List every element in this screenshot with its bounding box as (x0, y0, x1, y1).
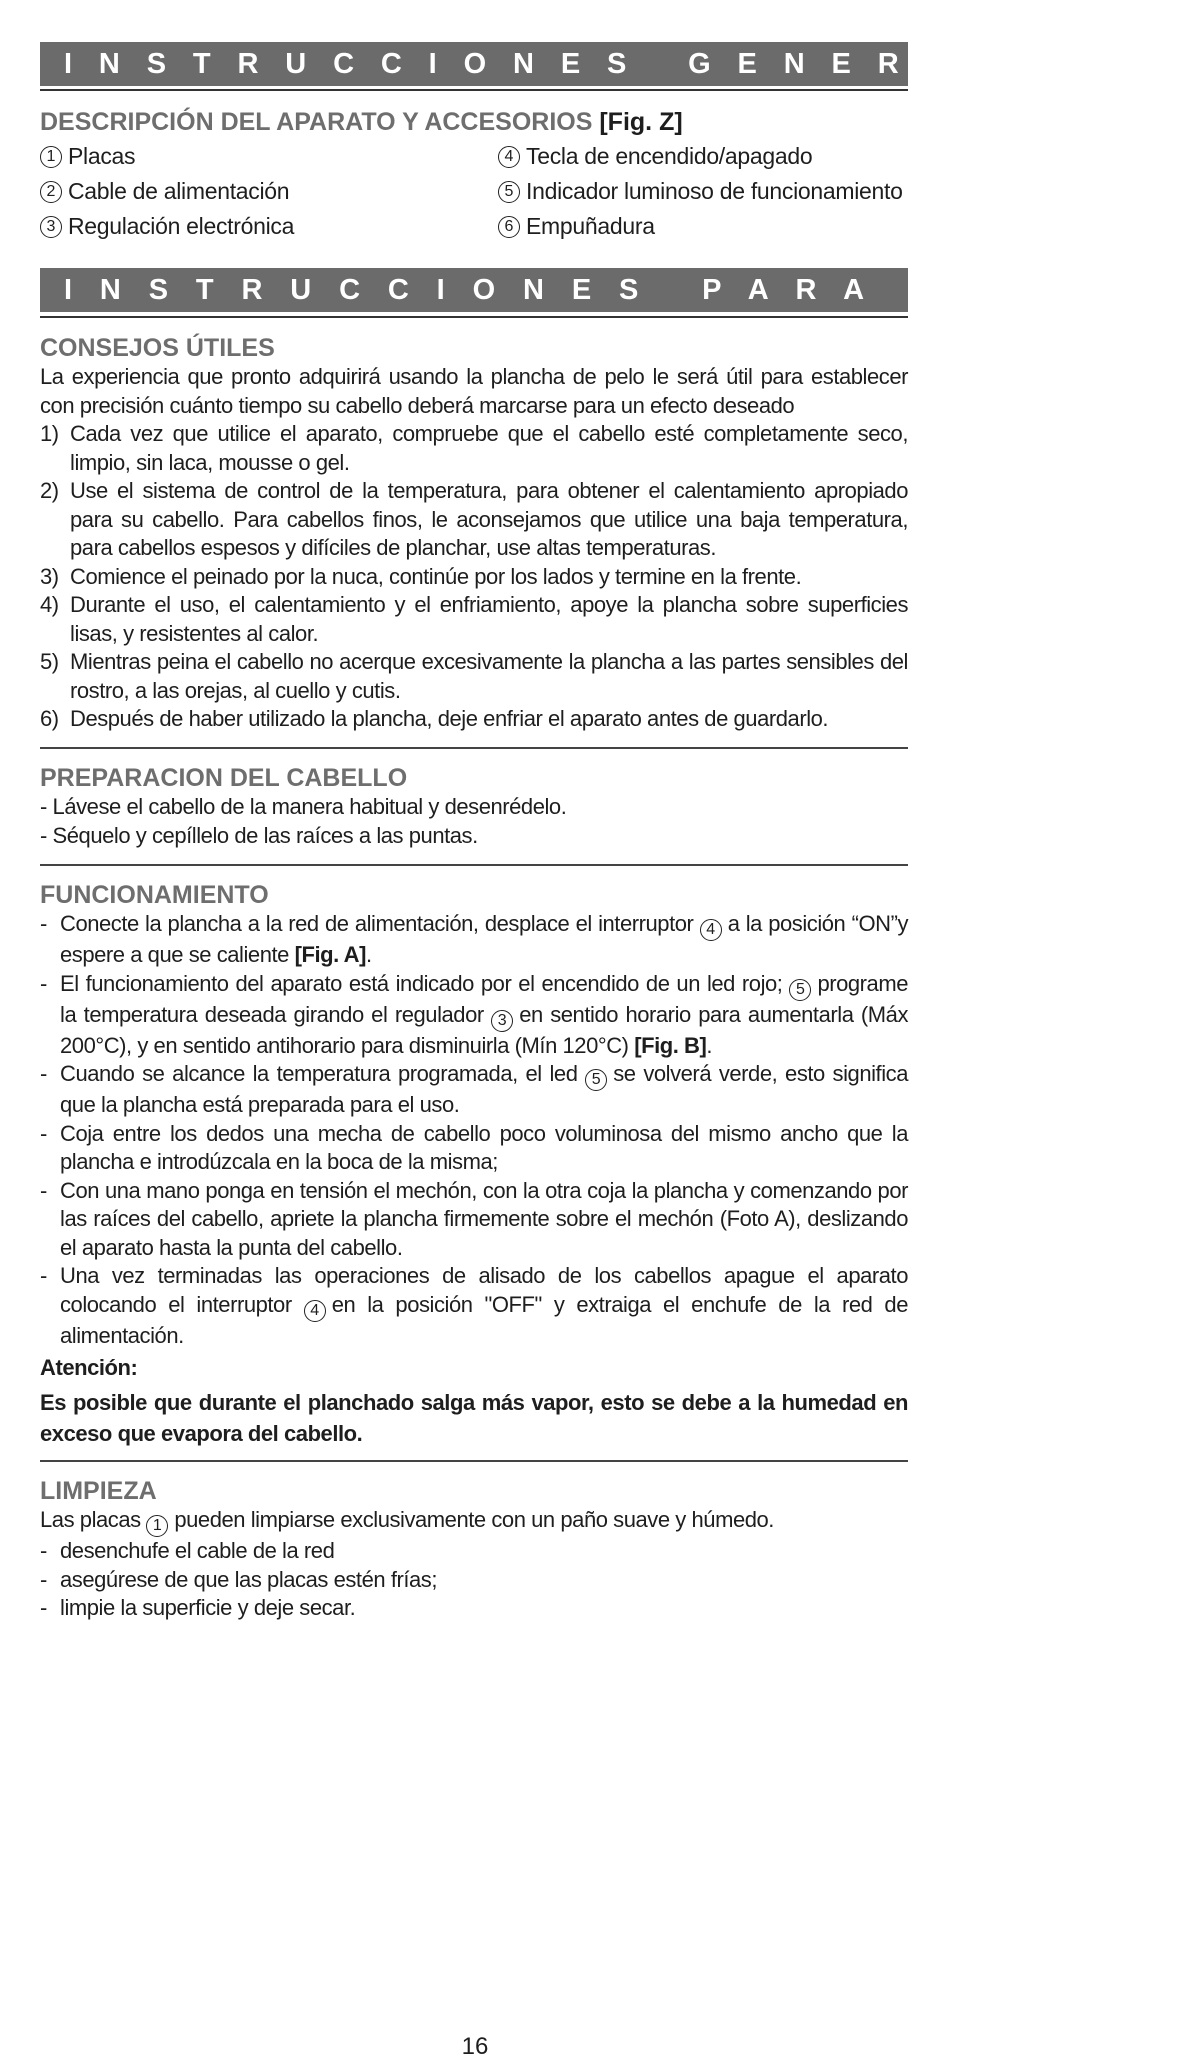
number-circle-icon: 4 (700, 919, 722, 941)
cleaning-list (40, 1537, 908, 1623)
number-circle-icon: 2 (40, 181, 62, 203)
warning-text: Es posible que durante el planchado salga más vapor, esto se debe a la humedad en exceso que evapora del cabello. (40, 1390, 908, 1446)
list-item (40, 1594, 908, 1623)
divider (40, 864, 908, 866)
divider (40, 89, 908, 91)
list-item (40, 1566, 908, 1595)
list-dash: - (40, 1177, 47, 1203)
list-text: Después de haber utilizado la plancha, deje enfriar el aparato antes de guardarlo. (70, 706, 829, 731)
preparation-title: PREPARACION DEL CABELLO (40, 764, 408, 792)
list-item (40, 970, 908, 1061)
operation-list (40, 910, 908, 1350)
warning-title: Atención: (40, 1355, 138, 1380)
list-item (40, 591, 908, 648)
warning-section (40, 1353, 908, 1449)
list-text: Mientras peina el cabello no acerque excesivamente la plancha a las partes sensibles del rostro, a las orejas, al cuello y cutis. (70, 649, 908, 703)
list-item (40, 910, 908, 970)
accessory-item (498, 211, 908, 242)
list-dash: - (40, 1595, 47, 1620)
list-dash: - (40, 970, 47, 996)
fig-ref: [Fig. A] (294, 942, 366, 967)
list-dash: - (40, 911, 47, 936)
number-circle-icon: 5 (498, 181, 520, 203)
operation-title: FUNCIONAMIENTO (40, 881, 269, 909)
accessory-label: Empuñadura (526, 213, 655, 239)
number-circle-icon: 3 (491, 1010, 513, 1032)
list-text: Conecte la plancha a la red de alimentación, desplace el interruptor 4 a la posición “ON”y espere a que se caliente [Fig. A]. (60, 911, 909, 967)
accessory-item (40, 211, 498, 242)
list-number: 6) (40, 706, 59, 731)
list-text: Cuando se alcance la temperatura programada, el led 5 se volverá verde, esto significa que la plancha está preparada para el uso. (60, 1061, 908, 1117)
tips-intro: La experiencia que pronto adquirirá usando la plancha de pelo le será útil para establecer con precisión cuánto tiempo su cabello deberá marcarse para un efecto deseado (40, 364, 908, 418)
accessory-list (40, 141, 908, 242)
list-item (40, 1262, 908, 1350)
cleaning-intro: Las placas 1 pueden limpiarse exclusivamente con un paño suave y húmedo. (40, 1506, 908, 1537)
accessory-item (498, 176, 908, 207)
accessory-label: Placas (68, 143, 136, 169)
list-number: 4) (40, 592, 59, 617)
list-number: 2) (40, 478, 59, 503)
list-dash: - (40, 1566, 47, 1592)
description-section (40, 107, 908, 242)
page-number: 16 (461, 2033, 489, 2060)
list-text: asegúrese de que las placas estén frías; (60, 1566, 438, 1592)
list-item (40, 705, 908, 734)
accessory-label: Regulación electrónica (68, 213, 295, 239)
list-dash: - (40, 1538, 47, 1563)
accessory-item (40, 176, 498, 207)
list-number: 1) (40, 421, 59, 446)
list-text: Con una mano ponga en tensión el mechón, con la otra coja la plancha y comenzando por las raíces del cabello, apriete la plancha firmemente sobre el mechón (Foto A), deslizando el aparato hasta la punta del cabello. (60, 1177, 908, 1260)
list-text: Use el sistema de control de la temperatura, para obtener el calentamiento apropiado para su cabello. Para cabellos finos, le aconsejamos que utilice una baja temperatura, para cabellos espesos y difíciles de planchar, use altas temperaturas. (70, 478, 908, 560)
number-circle-icon: 3 (40, 216, 62, 238)
cleaning-section (40, 1476, 908, 1623)
list-item (40, 477, 908, 563)
fig-ref: [Fig. B] (634, 1032, 707, 1058)
tips-title: CONSEJOS ÚTILES (40, 334, 275, 362)
list-text: limpie la superficie y deje secar. (60, 1595, 356, 1620)
list-item (40, 648, 908, 705)
list-item (40, 563, 908, 592)
cleaning-title: LIMPIEZA (40, 1477, 157, 1505)
list-text: Comience el peinado por la nuca, continúe por los lados y termine en la frente. (70, 563, 802, 589)
preparation-line: - Lávese el cabello de la manera habitual y desenrédelo. (40, 794, 567, 819)
banner-title: I N S T R U C C I O N E S G E N E R A L E S (64, 47, 1091, 80)
list-item (40, 1120, 908, 1177)
list-item (40, 1177, 908, 1263)
banner-title: I N S T R U C C I O N E S P A R A E L U S O (64, 273, 1183, 306)
tips-list (40, 420, 908, 734)
tips-section (40, 333, 908, 734)
number-circle-icon: 6 (498, 216, 520, 238)
list-text: El funcionamiento del aparato está indicado por el encendido de un led rojo; 5 programe la temperatura deseada girando el regulador 3 en sentido horario para aumentarla (Máx 200°C), y en sentido antihorario para disminuirla (Mín 120°C) [Fig. B]. (60, 970, 909, 1058)
number-circle-icon: 5 (585, 1069, 607, 1091)
description-fig-ref: [Fig. Z] (599, 108, 683, 136)
list-dash: - (40, 1263, 47, 1288)
preparation-line: - Séquelo y cepíllelo de las raíces a las puntas. (40, 822, 478, 848)
accessory-item (498, 141, 908, 172)
list-dash: - (40, 1061, 47, 1086)
accessory-item (40, 141, 498, 172)
list-text: Durante el uso, el calentamiento y el enfriamiento, apoye la plancha sobre superficies lisas, y resistentes al calor. (70, 592, 908, 646)
banner-use-instructions (40, 268, 1183, 312)
number-circle-icon: 1 (40, 146, 62, 168)
list-item (40, 1060, 908, 1120)
accessory-label: Indicador luminoso de funcionamiento (526, 178, 903, 204)
list-number: 5) (40, 649, 59, 674)
divider (40, 747, 908, 749)
divider (40, 316, 908, 318)
list-dash: - (40, 1120, 47, 1146)
list-item (40, 420, 908, 477)
divider (40, 1460, 908, 1462)
number-circle-icon: 4 (498, 146, 520, 168)
description-title (40, 107, 908, 137)
list-item (40, 1537, 908, 1566)
number-circle-icon: 5 (789, 979, 811, 1001)
list-number: 3) (40, 563, 59, 589)
list-text: Coja entre los dedos una mecha de cabello poco voluminosa del mismo ancho que la plancha e introdúzcala en la boca de la misma; (60, 1120, 908, 1174)
accessory-label: Tecla de encendido/apagado (526, 143, 813, 169)
preparation-section (40, 763, 908, 850)
description-title-text: DESCRIPCIÓN DEL APARATO Y ACCESORIOS (40, 108, 593, 136)
list-text: desenchufe el cable de la red (60, 1538, 335, 1563)
list-text: Una vez terminadas las operaciones de alisado de los cabellos apague el aparato colocando el interruptor 4 en la posición "OFF" y extraiga el enchufe de la red de alimentación. (60, 1263, 908, 1348)
banner-general-instructions (40, 42, 1091, 86)
accessory-label: Cable de alimentación (68, 178, 290, 204)
list-text: Cada vez que utilice el aparato, compruebe que el cabello esté completamente seco, limpio, sin laca, mousse o gel. (70, 421, 908, 475)
number-circle-icon: 4 (304, 1300, 326, 1322)
number-circle-icon: 1 (146, 1515, 168, 1537)
operation-section (40, 880, 908, 1350)
